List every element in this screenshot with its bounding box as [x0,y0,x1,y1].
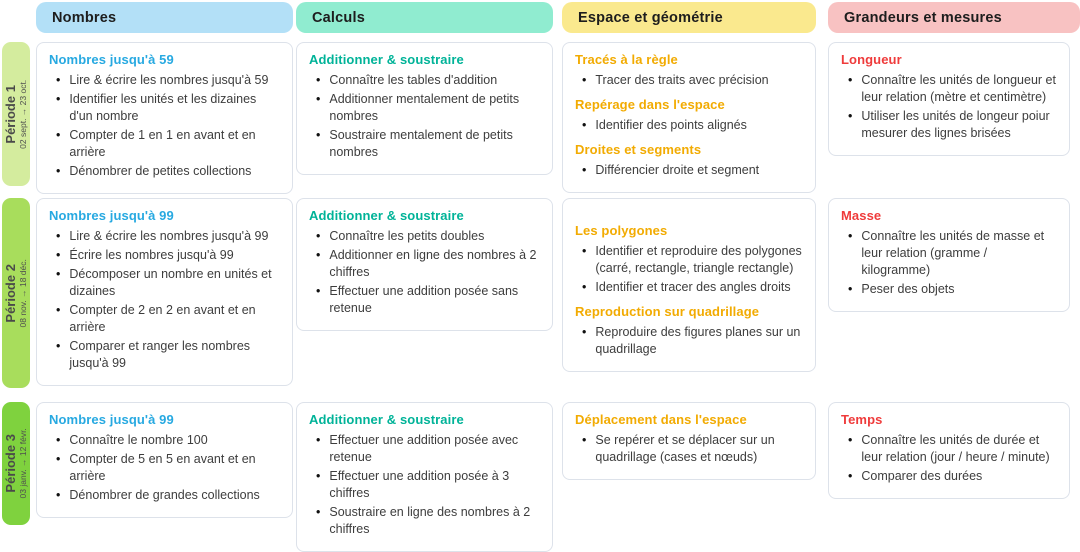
card-section-title: Additionner & soustraire [309,208,464,223]
bullet-icon: • [582,118,587,132]
objective-list [575,117,803,134]
bullet-icon: • [56,128,61,142]
bullet-icon: • [582,244,587,258]
objective-text: Peser des objets [861,282,955,296]
cell-espace-p3 [562,402,816,480]
period-label: Période 1 [2,84,18,144]
objective-list [309,72,540,161]
card-espace-p3 [562,402,816,480]
bullet-icon: • [582,280,587,294]
card-section [575,412,803,466]
card-section [575,52,803,89]
card-espace-p2 [562,198,816,372]
card-section-title: Nombres jusqu'à 99 [49,208,174,223]
card-section-title: Déplacement dans l'espace [575,412,747,427]
bullet-icon: • [56,164,61,178]
objective-text: Connaître le nombre 100 [69,433,208,447]
column-headers [2,2,1080,33]
cell-espace-p2 [562,198,816,372]
card-section-title: Nombres jusqu'à 59 [49,52,174,67]
card-section-title: Masse [841,208,882,223]
card-section [49,52,280,180]
card-section-title: Nombres jusqu'à 99 [49,412,174,427]
objective-text: Comparer des durées [861,469,983,483]
bullet-icon: • [316,248,321,262]
objective-item [309,283,540,317]
objective-text: Identifier les unités et les dizaines d'un nombre [69,92,257,123]
objective-text: Effectuer une addition posée sans retenue [329,284,519,315]
objective-list [841,432,1057,485]
objective-item [49,91,280,125]
period-dates: 08 nov. → 18 déc. [17,258,28,328]
objective-list [575,72,803,89]
period-dates: 02 sept. → 23 oct. [17,79,28,149]
bullet-icon: • [56,452,61,466]
period-row-2 [2,198,1080,402]
objective-item [841,281,1057,298]
card-espace-p1 [562,42,816,193]
cell-calculs-p3 [296,402,553,552]
objective-item [49,338,280,372]
objective-item [49,247,280,264]
objective-item [575,279,803,296]
cell-nombres-p2 [36,198,293,386]
objective-text: Écrire les nombres jusqu'à 99 [69,248,234,262]
objective-item [841,228,1057,279]
cell-espace-p1 [562,42,816,193]
period-row-3 [2,402,1080,552]
objective-list [49,432,280,504]
objective-text: Effectuer une addition posée à 3 chiffres [329,469,510,500]
objective-text: Additionner en ligne des nombres à 2 chiffres [329,248,537,279]
objective-list [49,228,280,372]
objective-list [309,432,540,538]
period-tab-1 [2,42,30,186]
objective-item [575,162,803,179]
card-nombres-p1 [36,42,293,194]
objective-item [575,324,803,358]
card-section-title: Tracés à la règle [575,52,678,67]
card-section [841,208,1057,298]
card-section [49,208,280,372]
objective-item [309,127,540,161]
objective-item [309,468,540,502]
cell-calculs-p2 [296,198,553,331]
bullet-icon: • [582,163,587,177]
card-section-title: Additionner & soustraire [309,52,464,67]
card-section-title: Additionner & soustraire [309,412,464,427]
bullet-icon: • [848,73,853,87]
card-section [841,52,1057,142]
column-header-espace: Espace et géométrie [562,2,816,33]
card-section [309,52,540,161]
objective-item [49,302,280,336]
bullet-icon: • [316,229,321,243]
objective-item [841,468,1057,485]
cell-grandeurs-p2 [828,198,1070,312]
period-tab-text [4,428,29,498]
objective-text: Dénombrer de grandes collections [69,488,260,502]
objective-item [49,451,280,485]
bullet-icon: • [316,73,321,87]
card-calculs-p1 [296,42,553,175]
card-section-title: Temps [841,412,883,427]
bullet-icon: • [316,505,321,519]
objective-item [841,72,1057,106]
objective-text: Dénombrer de petites collections [69,164,252,178]
period-row-1 [2,42,1080,198]
objective-text: Se repérer et se déplacer sur un quadrillage (cases et nœuds) [595,433,775,464]
period-tab-2 [2,198,30,388]
cell-nombres-p3 [36,402,293,518]
card-calculs-p2 [296,198,553,331]
bullet-icon: • [316,92,321,106]
bullet-icon: • [56,433,61,447]
objective-text: Utiliser les unités de longeur poiur mesurer des lignes brisées [861,109,1050,140]
bullet-icon: • [848,282,853,296]
period-tab-3 [2,402,30,525]
bullet-icon: • [56,488,61,502]
objective-text: Identifier et reproduire des polygones (carré, rectangle, triangle rectangle) [595,244,802,275]
bullet-icon: • [56,229,61,243]
objective-text: Identifier des points alignés [595,118,747,132]
objective-list [309,228,540,317]
card-section [49,412,280,504]
card-section [575,304,803,358]
card-section [841,412,1057,485]
objective-text: Compter de 1 en 1 en avant et en arrière [69,128,256,159]
objective-text: Connaître les petits doubles [329,229,485,243]
objective-text: Soustraire mentalement de petits nombres [329,128,513,159]
objective-item [575,117,803,134]
objective-text: Lire & écrire les nombres jusqu'à 99 [69,229,269,243]
bullet-icon: • [582,73,587,87]
period-label: Période 2 [2,263,18,323]
bullet-icon: • [848,229,853,243]
cell-nombres-p1 [36,42,293,194]
objective-item [575,72,803,89]
card-section-title: Repérage dans l'espace [575,97,725,112]
bullet-icon: • [56,92,61,106]
bullet-icon: • [316,284,321,298]
bullet-icon: • [848,109,853,123]
objective-text: Décomposer un nombre en unités et dizaines [69,267,272,298]
objective-item [49,127,280,161]
bullet-icon: • [56,303,61,317]
objective-text: Connaître les unités de masse et leur relation (gramme / kilogramme) [861,229,1045,277]
objective-text: Comparer et ranger les nombres jusqu'à 99 [69,339,251,370]
objective-list [575,432,803,466]
objective-item [575,432,803,466]
objective-item [841,432,1057,466]
period-dates: 03 janv. → 12 févr. [17,428,28,499]
card-section [575,142,803,179]
period-label: Période 3 [2,434,18,493]
card-section-title: Droites et segments [575,142,702,157]
cell-grandeurs-p3 [828,402,1070,499]
bullet-icon: • [56,73,61,87]
cell-grandeurs-p1 [828,42,1070,156]
period-tab-text [4,259,29,327]
bullet-icon: • [56,248,61,262]
objective-text: Compter de 5 en 5 en avant et en arrière [69,452,256,483]
card-grandeurs-p1 [828,42,1070,156]
column-header-calculs: Calculs [296,2,553,33]
objective-item [49,266,280,300]
objective-item [49,432,280,449]
objective-item [309,504,540,538]
bullet-icon: • [582,325,587,339]
objective-text: Reproduire des figures planes sur un quadrillage [595,325,801,356]
bullet-icon: • [316,128,321,142]
card-nombres-p2 [36,198,293,386]
objective-text: Connaître les unités de durée et leur relation (jour / heure / minute) [861,433,1050,464]
card-section-title: Les polygones [575,223,668,238]
objective-text: Compter de 2 en 2 en avant et en arrière [69,303,256,334]
objective-list [575,162,803,179]
objective-item [575,243,803,277]
card-section-title: Longueur [841,52,902,67]
card-grandeurs-p3 [828,402,1070,499]
objective-list [49,72,280,180]
objective-item [309,72,540,89]
cell-calculs-p1 [296,42,553,175]
objective-list [841,72,1057,142]
card-section-title: Reproduction sur quadrillage [575,304,760,319]
objective-list [575,324,803,358]
card-section [309,208,540,317]
objective-item [841,108,1057,142]
objective-text: Différencier droite et segment [595,163,760,177]
objective-list [841,228,1057,298]
column-header-nombres: Nombres [36,2,293,33]
bullet-icon: • [582,433,587,447]
card-grandeurs-p2 [828,198,1070,312]
objective-item [309,91,540,125]
objective-item [309,432,540,466]
objective-item [309,228,540,245]
period-tab-text [4,80,29,149]
card-section [575,97,803,134]
objective-list [575,243,803,296]
objective-item [49,163,280,180]
bullet-icon: • [848,469,853,483]
card-section [575,223,803,296]
period-rows [2,42,1080,552]
bullet-icon: • [848,433,853,447]
card-calculs-p3 [296,402,553,552]
bullet-icon: • [56,339,61,353]
objective-text: Lire & écrire les nombres jusqu'à 59 [69,73,269,87]
objective-text: Effectuer une addition posée avec retenue [329,433,519,464]
objective-item [309,247,540,281]
objective-item [49,72,280,89]
objective-text: Additionner mentalement de petits nombres [329,92,520,123]
objective-text: Tracer des traits avec précision [595,73,769,87]
objective-item [49,228,280,245]
bullet-icon: • [56,267,61,281]
bullet-icon: • [316,469,321,483]
objective-text: Connaître les unités de longueur et leur relation (mètre et centimètre) [861,73,1056,104]
card-section [309,412,540,538]
column-header-grandeurs: Grandeurs et mesures [828,2,1080,33]
objective-text: Soustraire en ligne des nombres à 2 chiffres [329,505,531,536]
objective-item [49,487,280,504]
card-nombres-p3 [36,402,293,518]
objective-text: Connaître les tables d'addition [329,73,498,87]
bullet-icon: • [316,433,321,447]
objective-text: Identifier et tracer des angles droits [595,280,791,294]
